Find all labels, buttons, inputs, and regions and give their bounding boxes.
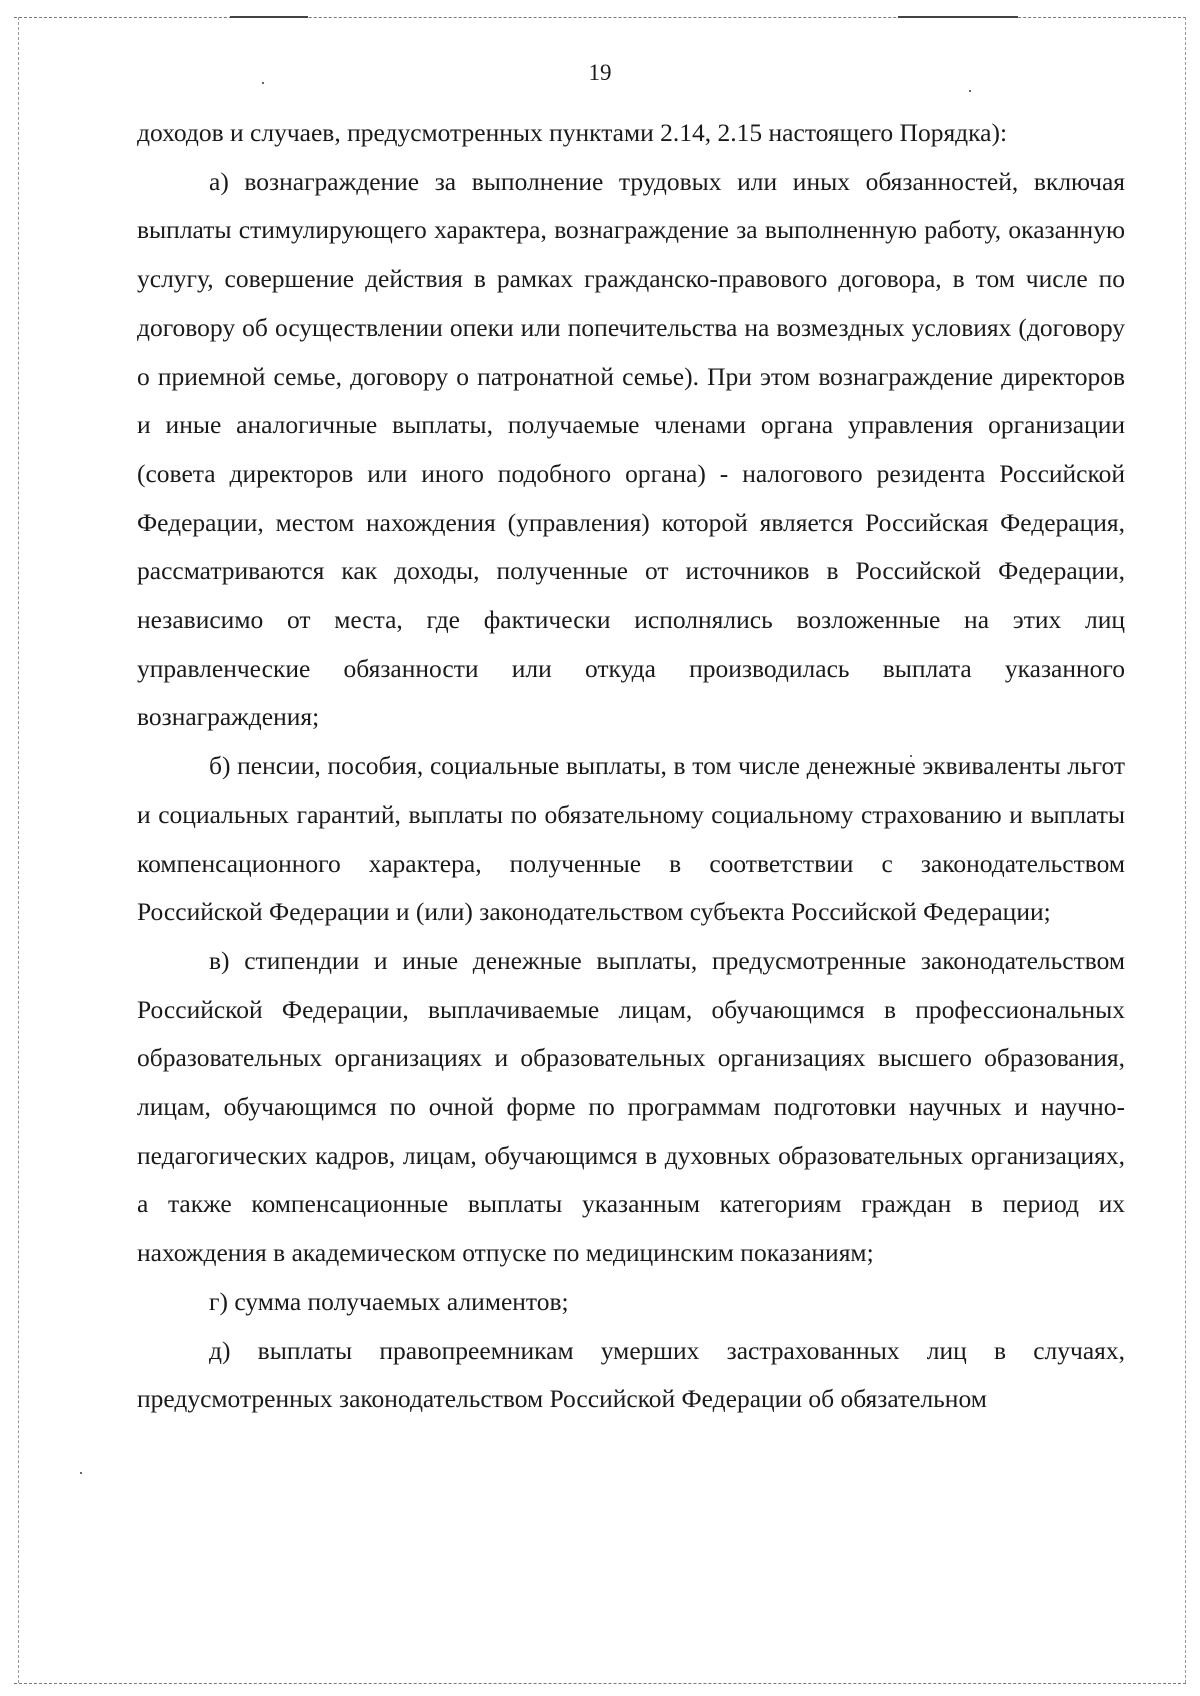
scan-border-left xyxy=(18,17,19,1683)
paragraph-item-v: в) стипендии и иные денежные выплаты, предусмотренные законодательством Российской Федерации, выплачиваемые лицам, обучающимся в профессиональных образовательных организациях и образовательных организациях высшего образования, лицам, обучающимся по очной форме по программам подготовки научных и научно-педагогических кадров, лицам, обучающимся в духовных образовательных организациях, а также компенсационные выплаты указанным категориям граждан в период их нахождения в академическом отпуске по медицинским показаниям; xyxy=(137,945,1125,1268)
scan-mark xyxy=(898,16,1018,18)
page-number: 19 xyxy=(588,60,612,85)
paragraph-item-g: г) сумма получаемых алиментов; xyxy=(209,1286,569,1316)
scan-border-right xyxy=(1185,17,1186,1683)
scan-border-bottom xyxy=(14,1683,1186,1684)
paragraph-item-d: д) выплаты правопреемникам умерших застрахованных лиц в случаях, предусмотренных законодательством Российской Федерации об обязательном xyxy=(137,1335,1125,1414)
paragraph-item-a: а) вознаграждение за выполнение трудовых или иных обязанностей, включая выплаты стимулирующего характера, вознаграждение за выполненную работу, оказанную услугу, совершение действия в рамках гражданско-правового договора, в том числе по договору об осуществлении опеки или попечительства на возмездных условиях (договору о приемной семье, договору о патронатной семье). При этом вознаграждение директоров и иные аналогичные выплаты, получаемые членами органа управления организации (совета директоров или иного подобного органа) - налогового резидента Российской Федерации, местом нахождения (управления) которой является Российская Федерация, рассматриваются как доходы, полученные от источников в Российской Федерации, независимо от места, где фактически исполнялись возложенные на этих лиц управленческие обязанности или откуда производилась выплата указанного вознаграждения; xyxy=(137,166,1125,732)
paragraph: доходов и случаев, предусмотренных пунктами 2.14, 2.15 настоящего Порядка): xyxy=(137,118,1008,147)
paragraph-item-b: б) пенсии, пособия, социальные выплаты, в том числе денежные эквиваленты льгот и социальных гарантий, выплаты по обязательному социальному страхованию и выплаты компенсационного характера, полученные в соответствии с законодательством Российской Федерации и (или) законодательством субъекта Российской Федерации; xyxy=(137,751,1125,927)
scan-speck xyxy=(80,1472,82,1474)
document-body xyxy=(137,109,1125,1424)
scan-mark xyxy=(230,16,308,18)
scan-speck xyxy=(969,90,971,92)
